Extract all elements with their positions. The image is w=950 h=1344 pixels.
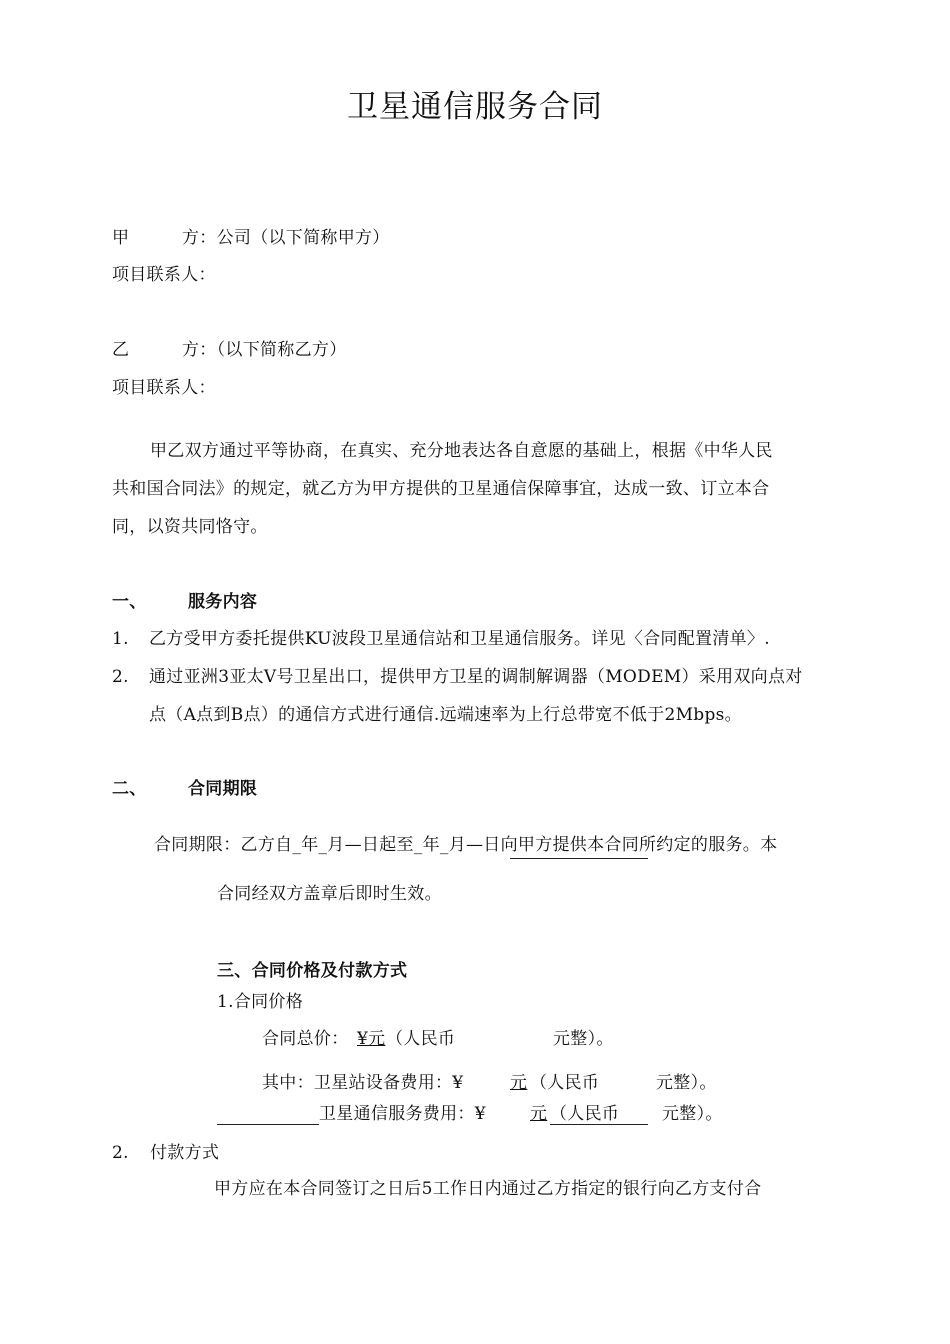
service-fee-end: 元整）。 bbox=[662, 1104, 723, 1124]
section-1-heading: 服务内容 bbox=[188, 592, 258, 612]
equipment-fee-yuan: 元 bbox=[510, 1073, 528, 1093]
section-1-item-2-line-1: 通过亚洲3亚太V号卫星出口，提供甲方卫星的调制解调器（MODEM）采用双向点对 bbox=[149, 667, 803, 687]
section-1-item-1-text: 乙方受甲方委托提供KU波段卫星通信站和卫星通信服务。详见〈合同配置清单〉. bbox=[149, 629, 770, 649]
section-1-item-1-number: 1. bbox=[112, 629, 129, 649]
party-a-contact: 项目联系人： bbox=[112, 265, 216, 285]
total-price-end: 元整）。 bbox=[553, 1029, 614, 1049]
payment-subheading: 付款方式 bbox=[150, 1143, 220, 1163]
equipment-fee-rmb: （人民币 bbox=[530, 1073, 600, 1093]
party-a-label: 甲 bbox=[112, 228, 130, 248]
party-b-description: 方：（以下简称乙方） bbox=[182, 340, 347, 360]
party-b-label: 乙 bbox=[112, 340, 130, 360]
equipment-fee-label: 其中：卫星站设备费用：¥ bbox=[262, 1073, 464, 1093]
section-2-heading: 合同期限 bbox=[188, 779, 258, 799]
section-3-price-subheading: 1.合同价格 bbox=[217, 992, 304, 1012]
equipment-fee-end: 元整）。 bbox=[656, 1073, 717, 1093]
document-title: 卫星通信服务合同 bbox=[347, 89, 603, 125]
section-2-term-line-1: 合同期限：乙方自_年_月—日起至_年_月—日向甲方提供本合同所约定的服务。本 bbox=[154, 835, 778, 855]
total-price-rmb: （人民币 bbox=[386, 1029, 456, 1049]
intro-line-3: 同，以资共同恪守。 bbox=[112, 517, 268, 537]
payment-subheading-number: 2. bbox=[112, 1143, 129, 1163]
section-3-heading: 三、合同价格及付款方式 bbox=[217, 961, 408, 981]
total-price-yuan: ¥元 bbox=[357, 1029, 386, 1049]
service-fee-yuan: 元 bbox=[530, 1104, 548, 1124]
intro-line-1: 甲乙双方通过平等协商，在真实、充分地表达各自意愿的基础上，根据《中华人民 bbox=[150, 441, 773, 461]
party-a-description: 方：公司（以下简称甲方） bbox=[182, 228, 390, 248]
section-2-term-line-2: 合同经双方盖章后即时生效。 bbox=[217, 884, 442, 904]
section-2-number: 二、 bbox=[112, 779, 147, 799]
section-1-number: 一、 bbox=[112, 592, 147, 612]
term-underline bbox=[510, 858, 648, 859]
section-1-item-2-line-2: 点（A点到B点）的通信方式进行通信.远端速率为上行总带宽不低于2Mbps。 bbox=[149, 705, 742, 725]
service-fee-lead-underline bbox=[217, 1124, 319, 1125]
party-b-contact: 项目联系人： bbox=[112, 378, 216, 398]
total-price-label: 合同总价： bbox=[262, 1029, 349, 1049]
service-fee-rmb: （人民币 bbox=[550, 1104, 620, 1124]
intro-line-2: 共和国合同法》的规定，就乙方为甲方提供的卫星通信保障事宜，达成一致、订立本合 bbox=[112, 479, 770, 499]
payment-terms-line: 甲方应在本合同签订之日后5工作日内通过乙方指定的银行向乙方支付合 bbox=[214, 1179, 762, 1199]
service-fee-label: 卫星通信服务费用：¥ bbox=[319, 1104, 486, 1124]
service-fee-rmb-underline bbox=[550, 1124, 648, 1125]
section-1-item-2-number: 2. bbox=[112, 667, 129, 687]
